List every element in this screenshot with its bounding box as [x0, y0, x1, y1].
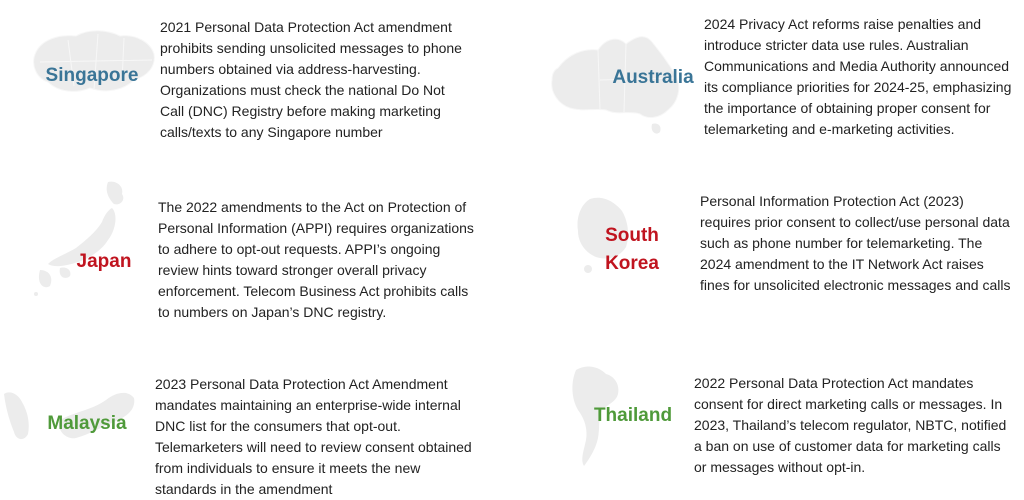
description-line: 2021 Personal Data Protection Act amendment: [160, 19, 452, 35]
description-line: DNC list for the consumers that opt-out.: [155, 418, 401, 434]
description-line: Organizations must check the national Do Not: [160, 82, 445, 98]
description-line: numbers obtained via address-harvesting.: [160, 61, 421, 77]
description-line: calls/texts to any Singapore number: [160, 124, 383, 140]
description-singapore: [160, 17, 462, 143]
description-line: Communications and Media Authority announced: [704, 58, 1010, 74]
description-line: or messages without opt-in.: [694, 459, 866, 475]
description-south-korea: [700, 191, 1011, 296]
country-label-line: Korea: [605, 253, 659, 274]
description-line: Telemarketers will need to review consent obtained: [155, 439, 472, 455]
description-line: enforcement. Telecom Business Act prohibits calls: [158, 283, 469, 299]
description-line: telemarketing and e-marketing activities.: [704, 121, 955, 137]
country-label-malaysia: Malaysia: [47, 413, 127, 434]
description-australia: [704, 14, 1011, 140]
description-line: Personal Information Protection Act (2023): [700, 193, 964, 209]
description-line: a ban on use of customer data for marketing calls: [694, 438, 1001, 454]
description-line: prohibits sending unsolicited messages to phone: [160, 40, 462, 56]
country-label-south-korea: [588, 222, 676, 278]
description-line: The 2022 amendments to the Act on Protection of: [158, 199, 467, 215]
description-line: standards in the amendment: [155, 481, 333, 497]
description-line: Personal Information (APPI) requires organizations: [158, 220, 474, 236]
description-line: fines for unsolicited electronic messages and calls: [700, 277, 1011, 293]
description-line: 2024 amendment to the IT Network Act raises: [700, 256, 984, 272]
description-line: consent for direct marketing calls or messages. In: [694, 396, 1003, 412]
description-line: to numbers on Japan’s DNC registry.: [158, 304, 387, 320]
description-line: to adhere to opt-out requests. APPI’s ongoing: [158, 241, 441, 257]
description-line: from individuals to ensure it meets the new: [155, 460, 421, 476]
country-label-thailand: Thailand: [593, 405, 673, 426]
description-line: its compliance priorities for 2024-25, emphasizing: [704, 79, 1012, 95]
description-line: 2023 Personal Data Protection Act Amendment: [155, 376, 448, 392]
japan-map-icon: [30, 178, 140, 298]
description-line: mandates maintaining an enterprise-wide internal: [155, 397, 461, 413]
description-line: review hints toward stronger overall privacy: [158, 262, 427, 278]
description-malaysia: [155, 374, 472, 500]
description-line: introduce stricter data use rules. Australian: [704, 37, 969, 53]
description-thailand: [694, 373, 1006, 478]
country-label-line: South: [605, 225, 659, 246]
description-line: the importance of obtaining proper consent for: [704, 100, 991, 116]
description-line: Call (DNC) Registry before making marketing: [160, 103, 441, 119]
country-label-japan: Japan: [76, 251, 132, 272]
description-line: requires prior consent to collect/use personal data: [700, 214, 1010, 230]
country-label-australia: Australia: [612, 67, 694, 88]
country-label-singapore: Singapore: [45, 65, 139, 86]
description-japan: [158, 197, 474, 323]
description-line: 2022 Personal Data Protection Act mandates: [694, 375, 974, 391]
description-line: 2023, Thailand’s telecom regulator, NBTC, notified: [694, 417, 1007, 433]
description-line: such as phone number for telemarketing. The: [700, 235, 983, 251]
description-line: 2024 Privacy Act reforms raise penalties and: [704, 16, 982, 32]
